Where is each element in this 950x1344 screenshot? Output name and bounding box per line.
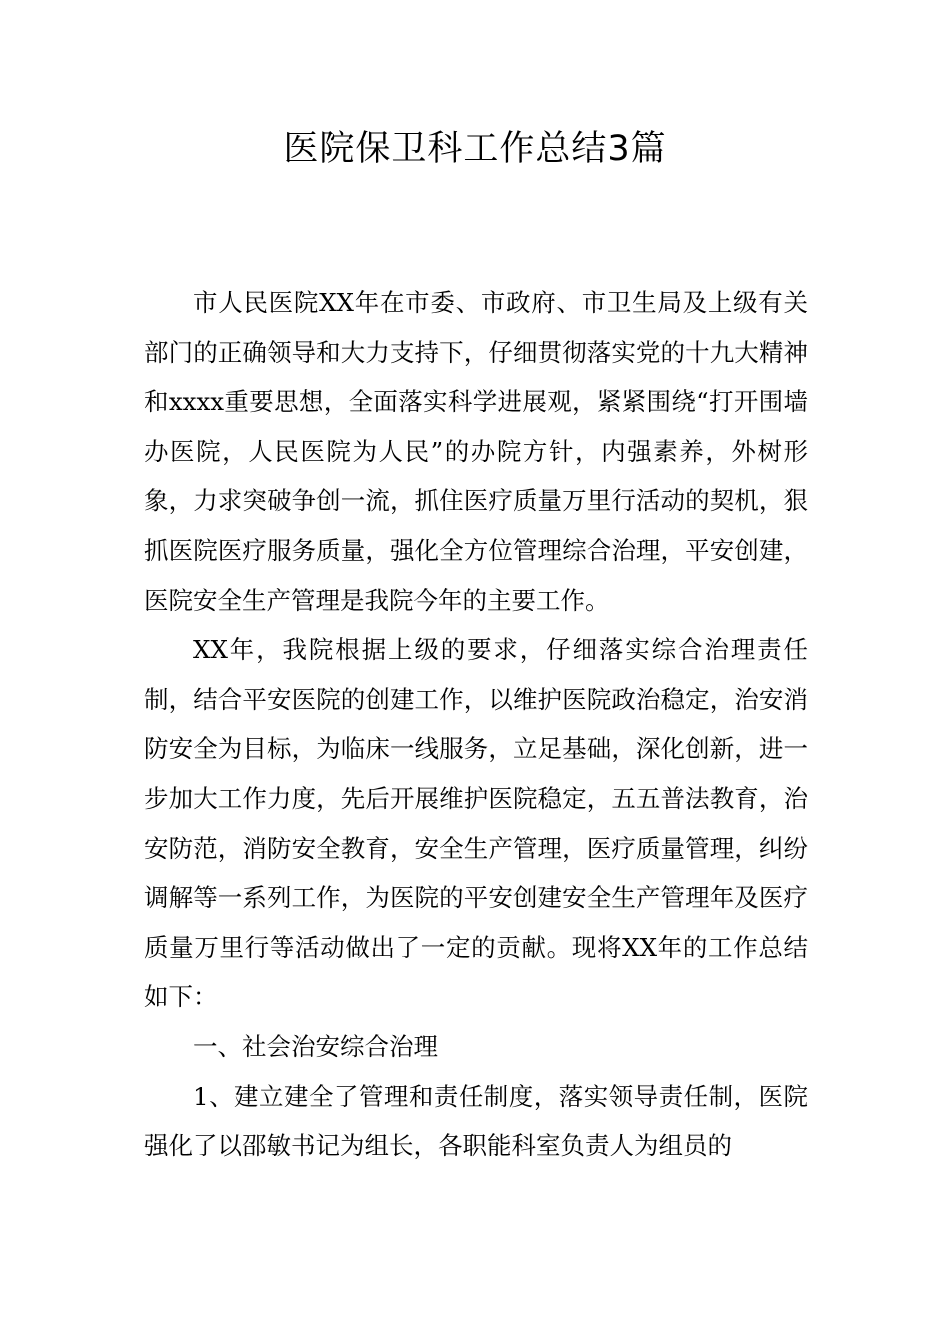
document-body	[144, 278, 808, 1171]
paragraph-item-1: 1、建立建全了管理和责任制度，落实领导责任制，医院强化了以邵敏书记为组长，各职能科室负责人为组员的	[144, 1081, 808, 1161]
paragraph-intro: 市人民医院XX年在市委、市政府、市卫生局及上级有关部门的正确领导和大力支持下，仔细贯彻落实党的十九大精神和xxxx重要思想，全面落实科学进展观，紧紧围绕“打开围墙办医院，人民医院为人民”的办院方针，内强素养，外树形象，力求突破争创一流，抓住医疗质量万里行活动的契机，狠抓医院医疗服务质量，强化全方位管理综合治理，平安创建，医院安全生产管理是我院今年的主要工作。	[144, 288, 808, 615]
document-title: 医院保卫科工作总结3篇	[283, 129, 667, 169]
paragraph-summary: XX年，我院根据上级的要求，仔细落实综合治理责任制，结合平安医院的创建工作，以维护医院政治稳定，治安消防安全为目标，为临床一线服务，立足基础，深化创新，进一步加大工作力度，先后开展维护医院稳定，五五普法教育，治安防范，消防安全教育，安全生产管理，医疗质量管理，纠纷调解等一系列工作，为医院的平安创建安全生产管理年及医疗质量万里行等活动做出了一定的贡献。现将XX年的工作总结如下：	[144, 635, 808, 1012]
section-heading-1: 一、社会治安综合治理	[193, 1031, 438, 1061]
